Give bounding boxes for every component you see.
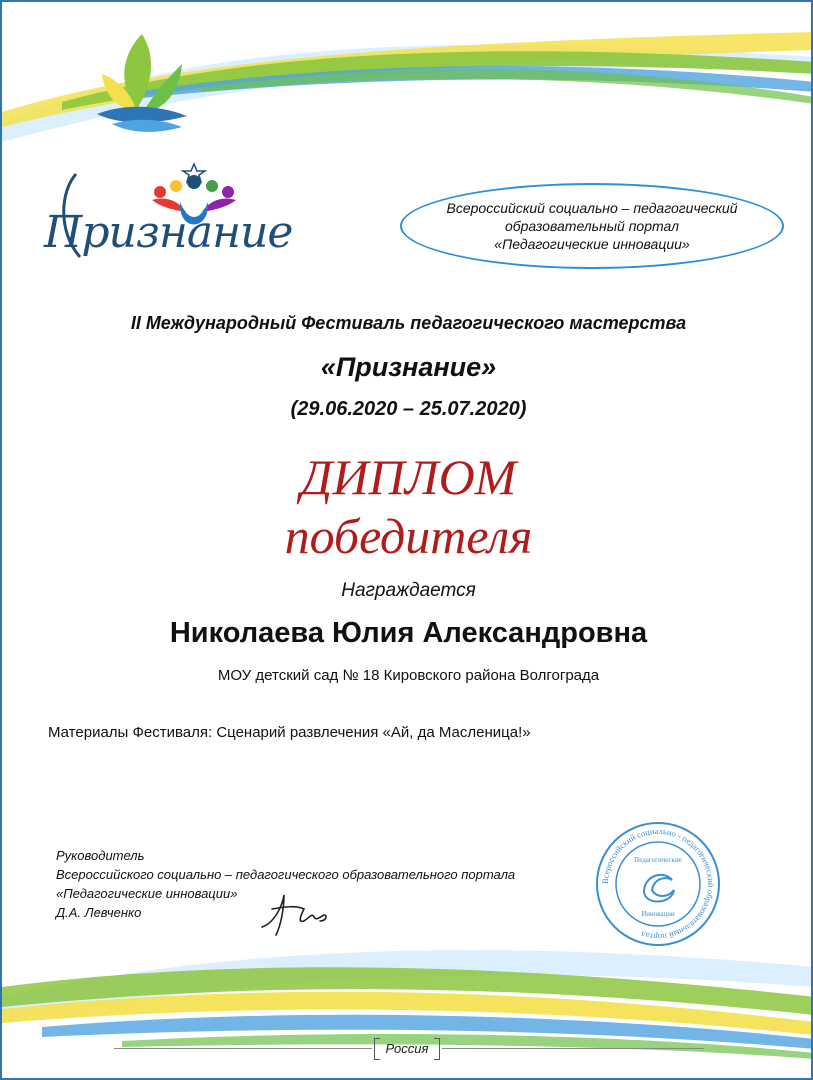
lotus-logo-icon [82, 24, 202, 144]
stamp-ring-text: Всероссийский социально - педагогический образовательный портал [599, 825, 717, 943]
diploma-title: ДИПЛОМ [300, 449, 517, 505]
awarded-label: Награждается [341, 580, 476, 601]
portal-line-2: образовательный портал [504, 218, 680, 234]
stamp-bottom-word: Инновации [641, 910, 675, 918]
festival-dates: (29.06.2020 – 25.07.2020) [290, 398, 527, 420]
signer-name: Д.А. Левченко [56, 905, 142, 920]
portal-line-3: «Педагогические инновации» [494, 236, 690, 252]
portal-line-1: Всероссийский социально – педагогический [446, 200, 738, 216]
footer-divider-right [442, 1048, 704, 1049]
recipient-organization: МОУ детский сад № 18 Кировского района Волгограда [217, 667, 600, 684]
footer-divider-left [114, 1048, 372, 1049]
footer-country: Россия [374, 1038, 440, 1060]
recipient-name: Николаева Юлия Александровна [169, 617, 648, 649]
signer-org: Всероссийского социально – педагогического образовательного портала [56, 867, 516, 882]
signer-role: Руководитель [56, 848, 145, 863]
festival-name: «Признание» [320, 352, 497, 382]
diploma-subtitle: победителя [284, 508, 533, 564]
signer-portal: «Педагогические инновации» [56, 886, 238, 901]
logo-wordmark: Признание [44, 207, 293, 258]
stamp-top-word: Педагогические [634, 856, 682, 864]
festival-title: II Международный Фестиваль педагогического мастерства [130, 313, 687, 333]
festival-materials: Материалы Фестиваля: Сценарий развлечения «Ай, да Масленица!» [48, 724, 531, 741]
portal-name-oval [400, 183, 784, 269]
svg-text:Всероссийский социально - педа [600, 826, 716, 942]
